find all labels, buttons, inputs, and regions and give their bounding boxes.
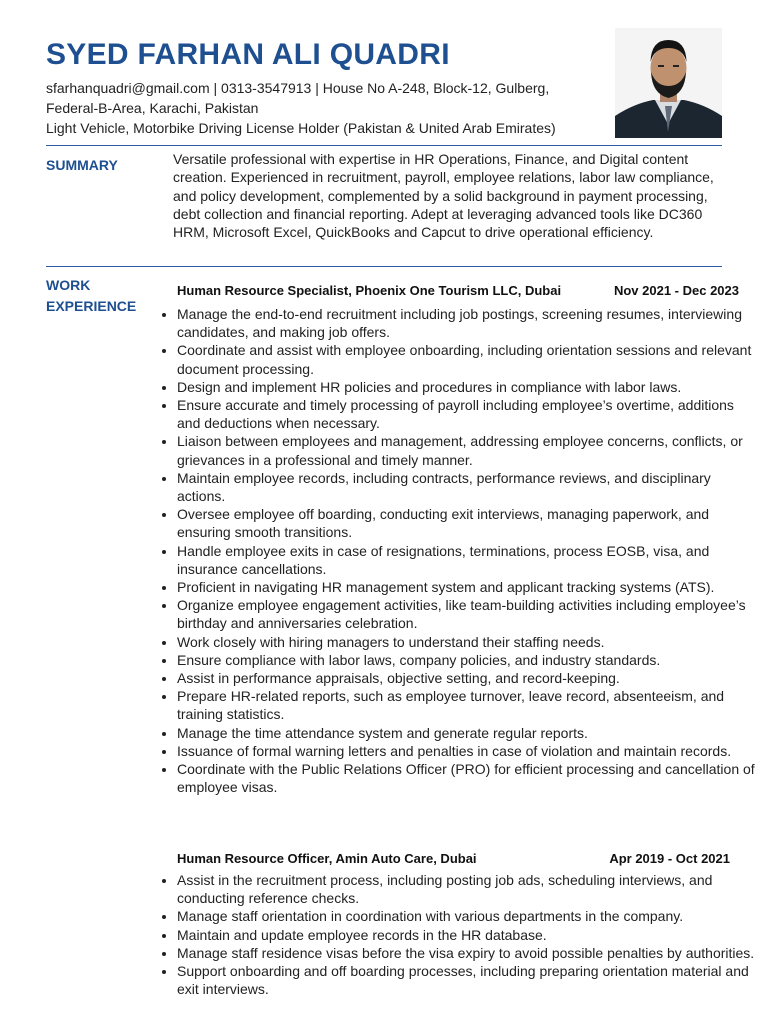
list-item: • Assist in the recruitment process, including posting job ads, scheduling interviews, and conducting reference checks.: [177, 871, 757, 907]
list-item: • Manage the end-to-end recruitment including job postings, screening resumes, interviewing candidates, and making job offers.: [177, 305, 757, 341]
work-experience-heading-line2: EXPERIENCE: [46, 298, 137, 314]
work-experience-heading: [46, 275, 136, 317]
list-item: • Work closely with hiring managers to understand their staffing needs.: [177, 633, 757, 651]
list-item: • Issuance of formal warning letters and penalties in case of violation and maintain records.: [177, 742, 757, 760]
list-item: • Manage staff orientation in coordination with various departments in the company.: [177, 907, 757, 925]
contact-line-email-phone-address: sfarhanquadri@gmail.com | 0313-3547913 | House No A-248, Block-12, Gulberg,: [46, 80, 550, 96]
summary-divider: [46, 266, 722, 267]
list-item: • Organize employee engagement activities, like team-building activities including employee’s birthday and anniversaries celebration.: [177, 596, 757, 632]
list-item: • Manage staff residence visas before the visa expiry to avoid possible penalties by authorities.: [177, 944, 757, 962]
license-line: Light Vehicle, Motorbike Driving License Holder (Pakistan & United Arab Emirates): [46, 120, 556, 136]
list-item: • Handle employee exits in case of resignations, terminations, process EOSB, visa, and insurance cancellations.: [177, 542, 757, 578]
header-divider: [46, 145, 722, 146]
list-item: • Prepare HR-related reports, such as employee turnover, leave record, absenteeism, and training statistics.: [177, 687, 757, 723]
job-title: Human Resource Specialist, Phoenix One Tourism LLC, Dubai: [177, 283, 562, 298]
list-item: • Coordinate and assist with employee onboarding, including orientation sessions and relevant document processing.: [177, 341, 757, 377]
list-item: • Coordinate with the Public Relations Officer (PRO) for efficient processing and cancellation of employee visas.: [177, 760, 757, 796]
profile-photo: [615, 28, 722, 138]
job-title: Human Resource Officer, Amin Auto Care, Dubai: [177, 851, 477, 866]
contact-block: [46, 78, 606, 138]
summary-text: Versatile professional with expertise in HR Operations, Finance, and Digital content creation. Experienced in recruitment, payroll, employee relations, labor law compliance, and policy development, complemented by a solid background in payment processing, debt collection and financial reporting. Adept at leveraging advanced tools like DC360 HRM, Microsoft Excel, QuickBooks and Capcut to drive operational efficiency.: [173, 151, 714, 241]
list-item: • Maintain and update employee records in the HR database.: [177, 926, 757, 944]
profile-photo-portrait: [615, 28, 722, 138]
job-responsibilities: [160, 871, 757, 998]
work-experience-heading-line1: WORK: [46, 277, 91, 293]
list-item: • Ensure compliance with labor laws, company policies, and industry standards.: [177, 651, 757, 669]
list-item: • Assist in performance appraisals, objective setting, and record-keeping.: [177, 669, 757, 687]
job-dates: Apr 2019 - Oct 2021: [609, 851, 730, 866]
list-item: • Ensure accurate and timely processing of payroll including employee’s overtime, additions and deductions when necessary.: [177, 396, 757, 432]
list-item: • Liaison between employees and management, addressing employee concerns, conflicts, or grievances in a professional and timely manner.: [177, 432, 757, 468]
contact-line-city: Federal-B-Area, Karachi, Pakistan: [46, 100, 259, 116]
list-item: • Maintain employee records, including contracts, performance reviews, and disciplinary actions.: [177, 469, 757, 505]
job-responsibilities: [160, 305, 757, 796]
list-item: • Design and implement HR policies and procedures in compliance with labor laws.: [177, 378, 757, 396]
summary-heading: SUMMARY: [46, 157, 118, 173]
list-item: • Oversee employee off boarding, conducting exit interviews, managing paperwork, and ensuring smooth transitions.: [177, 505, 757, 541]
job-header: [177, 851, 730, 866]
candidate-name: SYED FARHAN ALI QUADRI: [46, 38, 450, 71]
list-item: • Proficient in navigating HR management system and applicant tracking systems (ATS).: [177, 578, 757, 596]
list-item: • Support onboarding and off boarding processes, including preparing orientation material and exit interviews.: [177, 962, 757, 998]
job-dates: Nov 2021 - Dec 2023: [613, 283, 739, 298]
list-item: • Manage the time attendance system and generate regular reports.: [177, 724, 757, 742]
job-header: [177, 283, 739, 298]
